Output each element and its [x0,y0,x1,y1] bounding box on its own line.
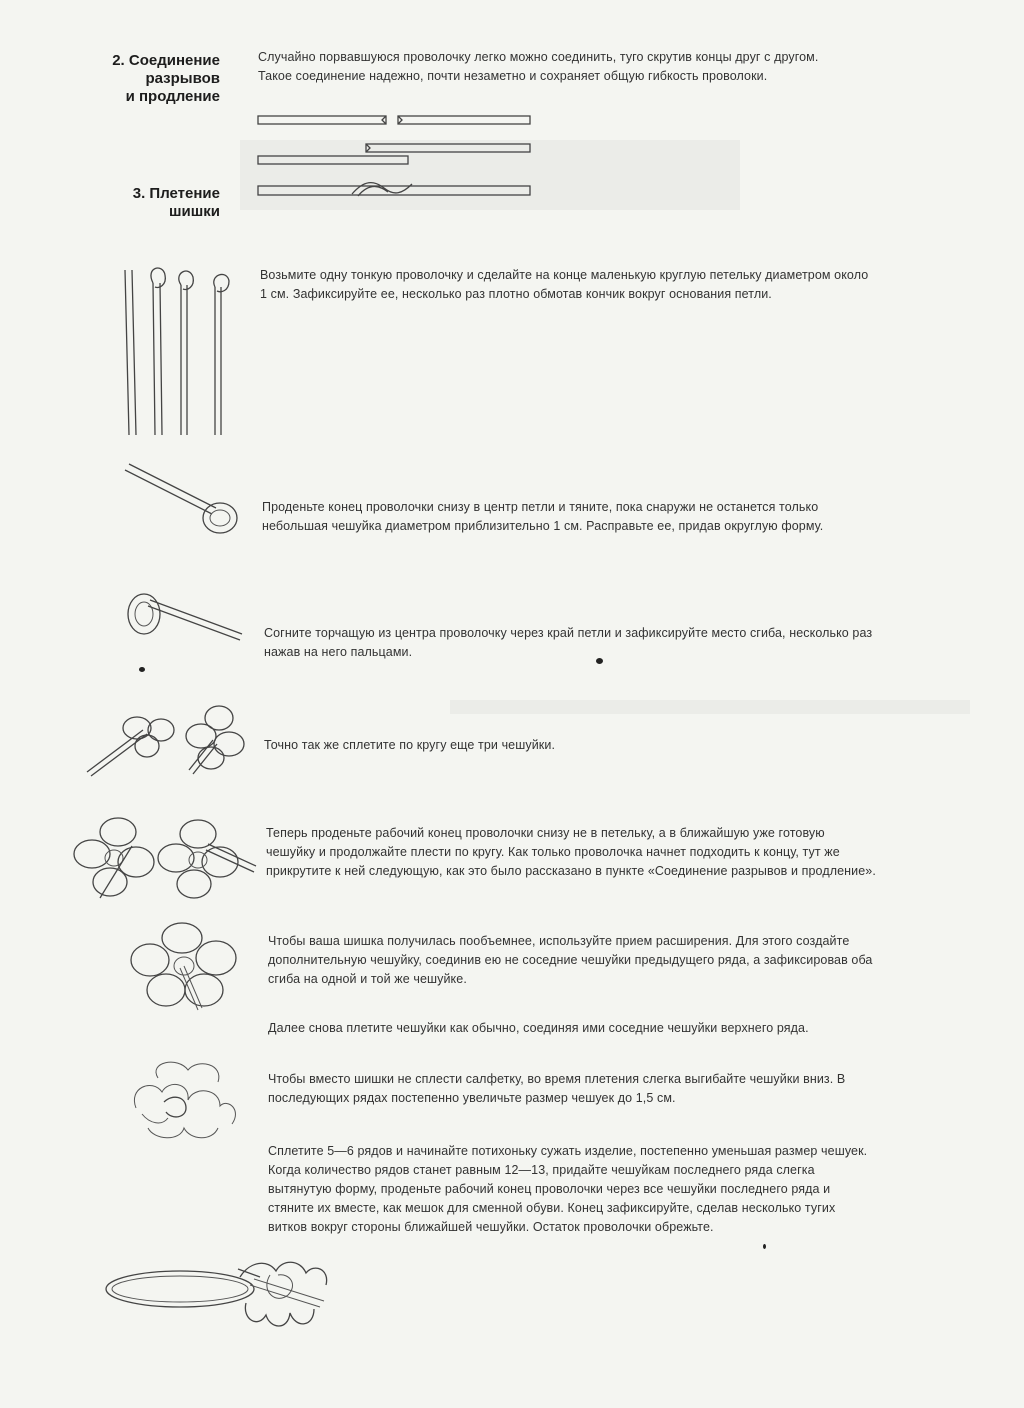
wire-loop-stages-illustration [115,265,245,440]
print-speck [763,1244,766,1249]
bent-scales-illustration [128,1058,248,1143]
step-2-text [262,498,823,536]
step-8-text [268,1070,845,1108]
text-line: Проденьте конец проволочки снизу в центр петли и тяните, пока снаружи не останется только [262,500,819,514]
text-line: прикрутите к ней следующую, как это было рассказано в пункте «Соединение разрывов и продление». [266,864,876,878]
text-line: сгиба на одной и той же чешуйке. [268,972,467,986]
text-line: Такое соединение надежно, почти незаметно и сохраняет общую гибкость проволоки. [258,69,768,83]
heading-line: 3. Плетение [132,185,220,202]
section-heading-cone [90,185,220,221]
step-1-text [260,266,868,304]
finished-cone-illustration [100,1255,340,1335]
text-line: Сплетите 5—6 рядов и начинайте потихоньку сужать изделие, постепенно уменьшая размер чешуек. [268,1144,868,1158]
step-7-text [268,1019,809,1038]
step-6-text [268,932,872,989]
text-line: чешуйку и продолжайте плести по кругу. Как только проволочка начнет подходить к концу, тут же [266,845,840,859]
text-line: витков вокруг стороны ближайшей чешуйки. Остаток проволочки обрежьте. [268,1220,714,1234]
step-3-text [264,624,872,662]
petal-rows-illustration [70,810,260,905]
text-line: Согните торчащую из центра проволочку через край петли и зафиксируйте место сгиба, несколько раз [264,626,873,640]
text-line: Чтобы ваша шишка получилась пообъемнее, используйте прием расширения. Для этого создайте [268,934,850,948]
text-line: Чтобы вместо шишки не сплести салфетку, во время плетения слегка выгибайте чешуйки вниз. В [268,1072,846,1086]
print-speck [139,667,145,672]
wire-splice-illustration [256,110,536,210]
text-line: 1 см. Зафиксируйте ее, несколько раз плотно обмотав кончик вокруг основания петли. [260,287,772,301]
text-line: последующих рядах постепенно увеличьте размер чешуек до 1,5 см. [268,1091,676,1105]
text-line: Возьмите одну тонкую проволочку и сделайте на конце маленькую круглую петельку диаметром около [260,268,869,282]
step-5-text [266,824,876,881]
text-line: стяните их вместе, как мешок для сменной обуви. Конец зафиксируйте, сделав несколько тугих [268,1201,836,1215]
heading-line: 2. Соединение [112,52,220,69]
bleed-through-shadow [450,700,970,714]
wire-bent-loop-illustration [122,590,247,650]
section-heading-splice [90,52,220,106]
step-9-text [268,1142,867,1237]
text-line: Когда количество рядов станет равным 12—13, придайте чешуйкам последнего ряда слегка [268,1163,815,1177]
text-line: нажав на него пальцами. [264,645,413,659]
petal-flowers-illustration [85,700,255,780]
text-line: дополнительную чешуйку, соединив ею не соседние чешуйки предыдущего ряда, а зафиксировав оба [268,953,873,967]
heading-line: шишки [169,203,220,220]
section2-text [258,48,818,86]
step-4-text [264,736,555,755]
text-line: небольшая чешуйка диаметром приблизительно 1 см. Расправьте ее, придав округлую форму. [262,519,824,533]
text-line: Далее снова плетите чешуйки как обычно, соединяя ими соседние чешуйки верхнего ряда. [268,1021,809,1035]
text-line: Точно так же сплетите по кругу еще три чешуйки. [264,738,556,752]
heading-line: разрывов [145,70,220,87]
heading-line: и продление [125,88,220,105]
wire-threaded-loop-illustration [120,462,245,542]
text-line: Случайно порвавшуюся проволочку легко можно соединить, туго скрутив концы друг с другом. [258,50,819,64]
text-line: Теперь проденьте рабочий конец проволочки снизу не в петельку, а в ближайшую уже готовую [266,826,825,840]
expanded-flower-illustration [128,918,243,1013]
text-line: вытянутую форму, проденьте рабочий конец проволочки через все чешуйки последнего ряда и [268,1182,831,1196]
